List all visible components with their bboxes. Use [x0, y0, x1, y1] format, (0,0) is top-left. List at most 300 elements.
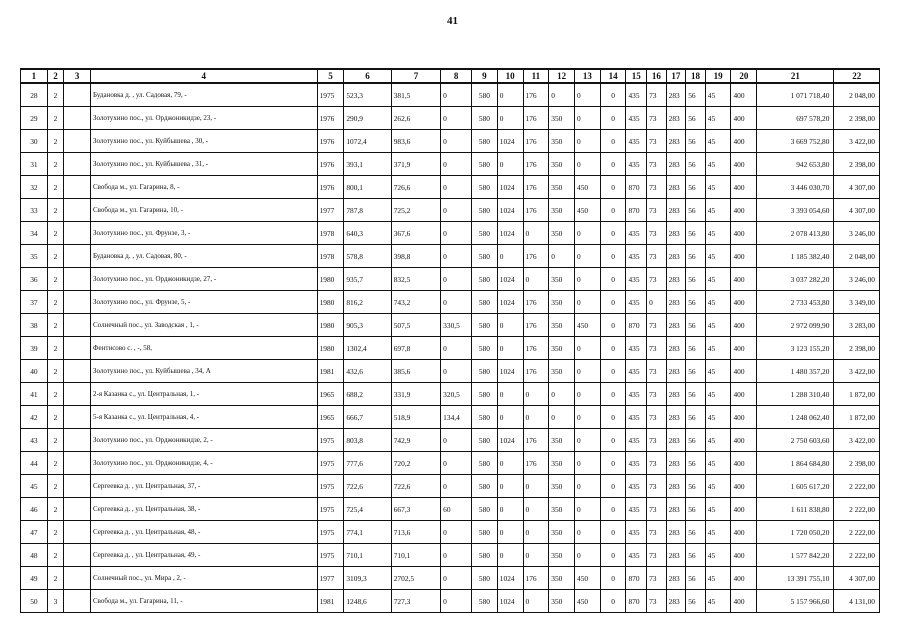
table-cell: 283 [666, 291, 686, 314]
table-cell: 350 [549, 567, 575, 590]
table-cell: 283 [666, 383, 686, 406]
table-row [21, 268, 880, 291]
table-cell: 45 [705, 452, 731, 475]
row-number-cell: 31 [21, 153, 48, 176]
table-cell: 2 [47, 475, 63, 498]
table-cell: 1 071 718,40 [757, 83, 834, 107]
table-cell: 1976 [317, 153, 344, 176]
table-cell: 283 [666, 245, 686, 268]
table-cell: 450 [575, 199, 601, 222]
table-cell: 1975 [317, 475, 344, 498]
table-cell: 0 [441, 176, 472, 199]
table-cell: 56 [686, 567, 706, 590]
table-cell: 816,2 [344, 291, 391, 314]
table-cell [64, 153, 91, 176]
table-cell: 0 [575, 452, 601, 475]
table-cell [64, 383, 91, 406]
address-cell: Золотухино пос., ул. Орджоникидзе, 23, - [91, 107, 318, 130]
table-cell: 2 [47, 176, 63, 199]
address-cell: 2-я Казанка с., ул. Центральная, 1, - [91, 383, 318, 406]
table-row [21, 222, 880, 245]
table-cell: 331,9 [391, 383, 440, 406]
table-cell: 73 [647, 498, 667, 521]
table-cell: 0 [441, 360, 472, 383]
table-cell: 350 [549, 337, 575, 360]
table-cell: 983,6 [391, 130, 440, 153]
table-cell: 176 [523, 567, 549, 590]
table-cell: 73 [647, 567, 667, 590]
table-cell: 45 [705, 498, 731, 521]
table-cell [64, 360, 91, 383]
table-cell: 777,6 [344, 452, 391, 475]
table-cell: 435 [626, 429, 647, 452]
column-header: 9 [472, 69, 498, 83]
address-cell: Сергеевка д. , ул. Центральная, 48, - [91, 521, 318, 544]
table-cell: 3 349,00 [834, 291, 880, 314]
table-cell: 283 [666, 429, 686, 452]
table-cell: 73 [647, 176, 667, 199]
table-cell: 4 307,00 [834, 199, 880, 222]
table-cell: 0 [575, 498, 601, 521]
table-cell: 2 [47, 360, 63, 383]
table-cell: 580 [472, 199, 498, 222]
table-cell: 45 [705, 314, 731, 337]
column-header: 6 [344, 69, 391, 83]
column-header: 22 [834, 69, 880, 83]
table-row [21, 199, 880, 222]
table-cell: 0 [441, 544, 472, 567]
table-cell [64, 567, 91, 590]
table-cell: 0 [523, 222, 549, 245]
table-cell: 1975 [317, 521, 344, 544]
table-cell: 45 [705, 360, 731, 383]
address-cell: Будановка д. , ул. Садовая, 79, - [91, 83, 318, 107]
table-cell: 283 [666, 590, 686, 613]
table-cell: 320,5 [441, 383, 472, 406]
table-cell: 56 [686, 429, 706, 452]
table-cell: 0 [600, 337, 626, 360]
address-cell: Золотухино пос., ул. Куйбышева , 34, А [91, 360, 318, 383]
table-cell: 283 [666, 337, 686, 360]
table-cell: 697 578,20 [757, 107, 834, 130]
table-cell: 0 [497, 475, 523, 498]
table-cell: 0 [549, 406, 575, 429]
table-row [21, 153, 880, 176]
table-cell: 2 398,00 [834, 337, 880, 360]
table-cell: 1980 [317, 314, 344, 337]
table-cell [64, 291, 91, 314]
column-header: 10 [497, 69, 523, 83]
table-cell: 1978 [317, 245, 344, 268]
table-cell [64, 314, 91, 337]
table-cell: 435 [626, 107, 647, 130]
table-cell: 1024 [497, 130, 523, 153]
address-cell: Свобода м., ул. Гагарина, 10, - [91, 199, 318, 222]
table-cell [64, 268, 91, 291]
table-cell: 45 [705, 567, 731, 590]
table-cell: 725,2 [391, 199, 440, 222]
table-cell: 0 [549, 383, 575, 406]
table-cell: 1975 [317, 429, 344, 452]
row-number-cell: 42 [21, 406, 48, 429]
table-cell: 0 [600, 590, 626, 613]
column-header: 14 [600, 69, 626, 83]
table-cell: 3 246,00 [834, 268, 880, 291]
table-row [21, 337, 880, 360]
table-cell: 1981 [317, 590, 344, 613]
table-cell: 0 [441, 107, 472, 130]
table-cell: 350 [549, 498, 575, 521]
table-cell: 45 [705, 521, 731, 544]
table-cell: 283 [666, 498, 686, 521]
table-cell: 2 972 099,90 [757, 314, 834, 337]
table-cell: 0 [600, 245, 626, 268]
table-cell: 870 [626, 567, 647, 590]
address-cell: 5-я Казанка с., ул. Центральная, 4, - [91, 406, 318, 429]
table-cell: 507,5 [391, 314, 440, 337]
column-header: 18 [686, 69, 706, 83]
table-cell: 713,6 [391, 521, 440, 544]
column-header: 17 [666, 69, 686, 83]
table-cell: 400 [731, 130, 757, 153]
table-cell: 73 [647, 130, 667, 153]
table-cell [64, 521, 91, 544]
table-cell: 350 [549, 199, 575, 222]
table-cell: 1 864 684,80 [757, 452, 834, 475]
table-cell: 350 [549, 314, 575, 337]
table-cell: 800,1 [344, 176, 391, 199]
table-cell: 2 [47, 130, 63, 153]
table-cell: 435 [626, 268, 647, 291]
table-cell: 0 [575, 291, 601, 314]
table-cell: 400 [731, 521, 757, 544]
table-row [21, 567, 880, 590]
table-cell: 400 [731, 83, 757, 107]
table-cell: 4 307,00 [834, 567, 880, 590]
table-cell [64, 475, 91, 498]
table-cell: 56 [686, 383, 706, 406]
table-cell: 283 [666, 452, 686, 475]
row-number-cell: 30 [21, 130, 48, 153]
table-cell: 2 [47, 498, 63, 521]
table-cell [64, 544, 91, 567]
table-cell: 0 [497, 83, 523, 107]
table-cell: 580 [472, 406, 498, 429]
table-cell: 45 [705, 429, 731, 452]
table-cell: 697,8 [391, 337, 440, 360]
table-cell: 0 [600, 130, 626, 153]
table-cell: 56 [686, 337, 706, 360]
table-cell: 0 [600, 176, 626, 199]
table-cell: 1976 [317, 130, 344, 153]
row-number-cell: 39 [21, 337, 48, 360]
table-cell: 0 [600, 544, 626, 567]
column-header: 7 [391, 69, 440, 83]
table-cell: 0 [441, 291, 472, 314]
table-cell: 2 222,00 [834, 475, 880, 498]
table-cell: 45 [705, 107, 731, 130]
table-cell: 400 [731, 498, 757, 521]
table-cell: 435 [626, 521, 647, 544]
table-cell: 0 [441, 130, 472, 153]
table-cell: 2 222,00 [834, 498, 880, 521]
table-cell: 1024 [497, 268, 523, 291]
table-cell: 1975 [317, 83, 344, 107]
table-cell: 4 131,00 [834, 590, 880, 613]
table-cell: 56 [686, 475, 706, 498]
table-cell: 1 288 310,40 [757, 383, 834, 406]
table-cell: 371,9 [391, 153, 440, 176]
table-cell: 176 [523, 360, 549, 383]
row-number-cell: 32 [21, 176, 48, 199]
table-cell: 56 [686, 291, 706, 314]
address-cell: Солнечный пос., ул. Мира , 2, - [91, 567, 318, 590]
table-cell: 73 [647, 153, 667, 176]
table-cell: 176 [523, 107, 549, 130]
table-cell: 350 [549, 590, 575, 613]
table-cell: 400 [731, 590, 757, 613]
address-cell: Золотухино пос., ул. Фрунзе, 5, - [91, 291, 318, 314]
table-cell: 870 [626, 199, 647, 222]
table-cell: 45 [705, 222, 731, 245]
table-cell: 0 [600, 199, 626, 222]
table-cell: 56 [686, 107, 706, 130]
table-cell: 73 [647, 429, 667, 452]
table-cell: 435 [626, 475, 647, 498]
row-number-cell: 40 [21, 360, 48, 383]
table-cell: 2 222,00 [834, 521, 880, 544]
table-cell: 13 391 755,10 [757, 567, 834, 590]
column-header: 12 [549, 69, 575, 83]
table-cell [64, 222, 91, 245]
table-row [21, 452, 880, 475]
table-cell: 283 [666, 107, 686, 130]
table-cell: 580 [472, 245, 498, 268]
table-cell: 1975 [317, 452, 344, 475]
table-cell: 400 [731, 452, 757, 475]
table-cell: 283 [666, 222, 686, 245]
table-cell: 666,7 [344, 406, 391, 429]
table-cell: 0 [600, 291, 626, 314]
table-row [21, 107, 880, 130]
table-cell: 2 [47, 153, 63, 176]
row-number-cell: 36 [21, 268, 48, 291]
table-cell: 435 [626, 291, 647, 314]
table-cell: 400 [731, 291, 757, 314]
table-cell: 935,7 [344, 268, 391, 291]
table-cell: 0 [600, 222, 626, 245]
address-cell: Сергеевка д. , ул. Центральная, 49, - [91, 544, 318, 567]
table-cell: 283 [666, 521, 686, 544]
table-cell: 1 605 617,20 [757, 475, 834, 498]
address-cell: Золотухино пос., ул. Куйбышева , 31, - [91, 153, 318, 176]
table-cell: 56 [686, 83, 706, 107]
table-cell: 435 [626, 130, 647, 153]
address-cell: Свобода м., ул. Гагарина, 11, - [91, 590, 318, 613]
table-cell: 56 [686, 199, 706, 222]
table-cell: 0 [600, 107, 626, 130]
table-cell: 2 750 603,60 [757, 429, 834, 452]
table-cell: 580 [472, 153, 498, 176]
table-cell: 283 [666, 268, 686, 291]
table-cell: 3 [47, 590, 63, 613]
table-cell: 0 [441, 199, 472, 222]
table-cell: 0 [600, 452, 626, 475]
table-cell: 283 [666, 153, 686, 176]
table-row [21, 521, 880, 544]
table-cell: 905,3 [344, 314, 391, 337]
table-cell: 2 [47, 291, 63, 314]
column-header: 16 [647, 69, 667, 83]
table-cell: 73 [647, 83, 667, 107]
table-cell: 580 [472, 590, 498, 613]
table-cell: 1024 [497, 360, 523, 383]
table-cell: 0 [575, 521, 601, 544]
table-cell: 283 [666, 176, 686, 199]
table-cell: 1 480 357,20 [757, 360, 834, 383]
table-cell: 3109,3 [344, 567, 391, 590]
table-cell: 3 669 752,80 [757, 130, 834, 153]
table-cell: 73 [647, 383, 667, 406]
table-cell: 400 [731, 245, 757, 268]
table-cell: 176 [523, 199, 549, 222]
table-cell: 0 [523, 544, 549, 567]
table-cell [64, 452, 91, 475]
address-cell: Золотухино пос., ул. Орджоникидзе, 27, - [91, 268, 318, 291]
table-cell: 432,6 [344, 360, 391, 383]
row-number-cell: 48 [21, 544, 48, 567]
table-cell: 722,6 [344, 475, 391, 498]
table-cell: 1977 [317, 567, 344, 590]
table-cell: 742,9 [391, 429, 440, 452]
table-cell: 5 157 966,60 [757, 590, 834, 613]
table-cell: 2 078 413,80 [757, 222, 834, 245]
table-cell: 56 [686, 245, 706, 268]
table-cell: 45 [705, 383, 731, 406]
table-cell: 2 398,00 [834, 107, 880, 130]
table-cell: 73 [647, 452, 667, 475]
table-cell: 1 248 062,40 [757, 406, 834, 429]
table-cell: 176 [523, 176, 549, 199]
table-cell: 2 [47, 222, 63, 245]
row-number-cell: 38 [21, 314, 48, 337]
address-cell: Свобода м., ул. Гагарина, 8, - [91, 176, 318, 199]
table-cell: 0 [497, 314, 523, 337]
table-cell: 2 [47, 268, 63, 291]
table-cell: 350 [549, 452, 575, 475]
table-cell: 400 [731, 406, 757, 429]
table-cell: 0 [523, 383, 549, 406]
table-cell: 350 [549, 521, 575, 544]
table-cell: 0 [575, 83, 601, 107]
table-cell: 73 [647, 475, 667, 498]
table-cell: 73 [647, 521, 667, 544]
table-cell: 3 246,00 [834, 222, 880, 245]
table-cell: 0 [600, 383, 626, 406]
table-cell: 400 [731, 567, 757, 590]
table-cell: 1072,4 [344, 130, 391, 153]
table-row [21, 83, 880, 107]
table-cell: 450 [575, 590, 601, 613]
table-cell [64, 498, 91, 521]
table-cell [64, 337, 91, 360]
table-cell: 580 [472, 498, 498, 521]
column-header: 11 [523, 69, 549, 83]
table-cell: 400 [731, 268, 757, 291]
address-cell: Золотухино пос., ул. Фрунзе, 3, - [91, 222, 318, 245]
address-cell: Сергеевка д. , ул. Центральная, 37, - [91, 475, 318, 498]
table-cell [64, 176, 91, 199]
table-cell: 435 [626, 544, 647, 567]
table-cell: 2 222,00 [834, 544, 880, 567]
table-cell: 45 [705, 475, 731, 498]
table-cell: 0 [441, 521, 472, 544]
row-number-cell: 34 [21, 222, 48, 245]
table-cell [64, 199, 91, 222]
table-cell: 45 [705, 544, 731, 567]
table-cell: 0 [523, 406, 549, 429]
table-cell: 580 [472, 567, 498, 590]
table-cell: 134,4 [441, 406, 472, 429]
table-cell: 56 [686, 222, 706, 245]
table-cell: 381,5 [391, 83, 440, 107]
table-cell: 0 [647, 291, 667, 314]
table-cell: 1975 [317, 498, 344, 521]
table-cell: 0 [575, 360, 601, 383]
table-cell: 56 [686, 314, 706, 337]
address-cell: Солнечный пос., ул. Заводская , 1, - [91, 314, 318, 337]
row-number-cell: 28 [21, 83, 48, 107]
table-row [21, 406, 880, 429]
table-cell: 450 [575, 567, 601, 590]
table-cell: 0 [600, 406, 626, 429]
table-cell: 45 [705, 153, 731, 176]
column-header: 20 [731, 69, 757, 83]
table-cell: 283 [666, 314, 686, 337]
table-cell: 350 [549, 153, 575, 176]
table-cell: 3 123 155,20 [757, 337, 834, 360]
table-cell: 870 [626, 590, 647, 613]
table-cell: 3 446 030,70 [757, 176, 834, 199]
table-cell: 580 [472, 222, 498, 245]
table-cell: 45 [705, 590, 731, 613]
table-cell: 0 [600, 429, 626, 452]
table-cell: 45 [705, 268, 731, 291]
table-cell: 435 [626, 452, 647, 475]
table-cell: 400 [731, 360, 757, 383]
table-cell: 0 [497, 107, 523, 130]
table-cell: 0 [523, 590, 549, 613]
row-number-cell: 44 [21, 452, 48, 475]
table-cell: 0 [441, 222, 472, 245]
table-cell: 0 [523, 521, 549, 544]
table-cell: 1 185 382,40 [757, 245, 834, 268]
table-cell: 580 [472, 176, 498, 199]
table-cell: 0 [575, 245, 601, 268]
table-cell: 2 [47, 199, 63, 222]
table-cell: 350 [549, 429, 575, 452]
table-cell: 176 [523, 337, 549, 360]
table-cell: 870 [626, 176, 647, 199]
table-cell: 400 [731, 176, 757, 199]
table-cell: 367,6 [391, 222, 440, 245]
header-row [21, 69, 880, 83]
page-number: 41 [447, 15, 458, 27]
table-cell: 45 [705, 291, 731, 314]
table-cell: 56 [686, 130, 706, 153]
table-cell: 2 048,00 [834, 83, 880, 107]
table-cell: 0 [497, 544, 523, 567]
